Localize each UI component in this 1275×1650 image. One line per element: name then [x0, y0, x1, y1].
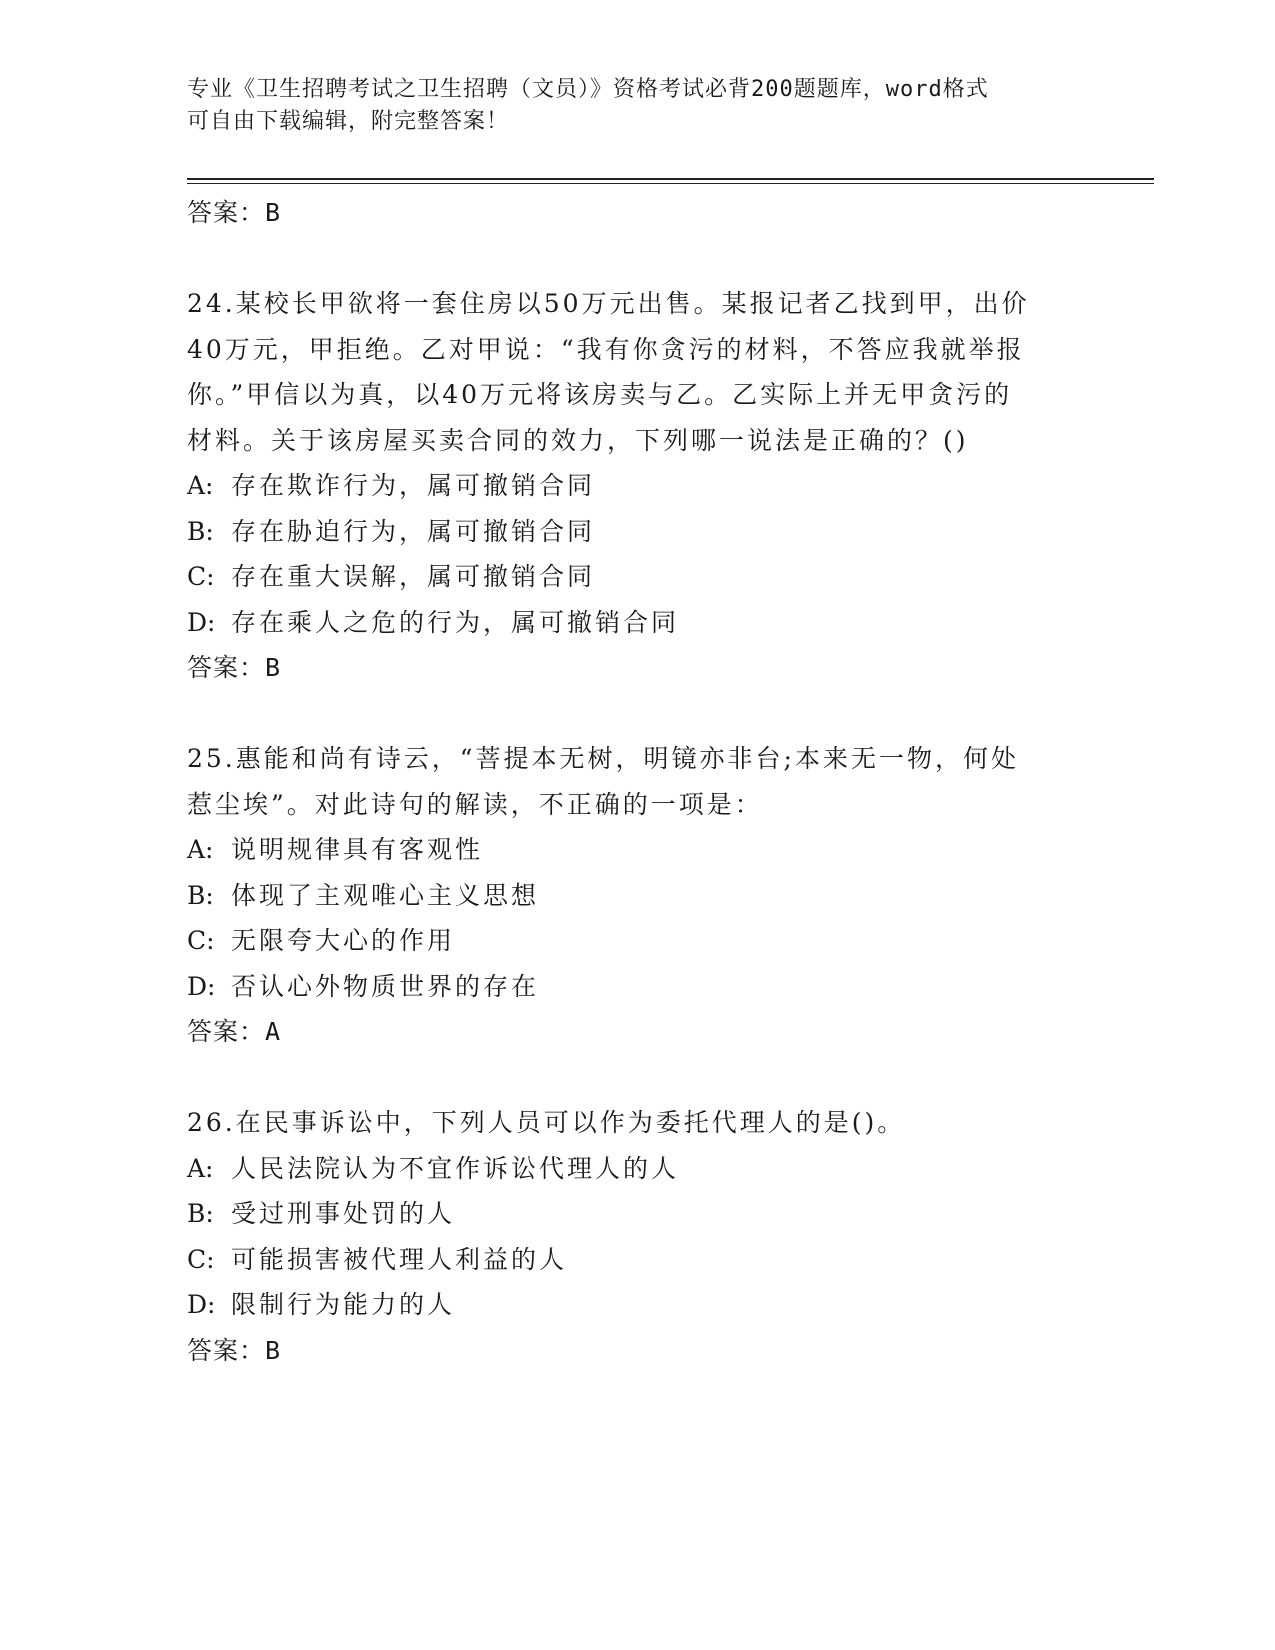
stem-line: 25.惠能和尚有诗云，“菩提本无树，明镜亦非台;本来无一物，何处: [187, 744, 1019, 773]
document-header: [187, 74, 1087, 138]
stem-line: 40万元，甲拒绝。乙对甲说：“我有你贪污的材料，不答应我就举报: [187, 334, 1025, 364]
option-letter: C:: [187, 1244, 215, 1274]
option-c: [187, 918, 1087, 964]
option-b: [187, 509, 1087, 555]
option-letter: D:: [187, 607, 216, 637]
header-line-2: 可自由下载编辑，附完整答案！: [187, 109, 510, 134]
header-rule-thick: [187, 178, 1154, 180]
option-letter: A:: [187, 1153, 214, 1183]
header-rule-thin: [187, 183, 1154, 184]
option-letter: A:: [187, 471, 214, 500]
option-d: [187, 964, 1087, 1010]
option-b: [187, 873, 1087, 919]
answer-line: 答案：B: [187, 1335, 282, 1365]
option-letter: D:: [187, 971, 216, 1001]
stem-line: 26.在民事诉讼中，下列人员可以作为委托代理人的是()。: [187, 1108, 906, 1137]
stem-line: 你。”甲信以为真，以40万元将该房卖与乙。乙实际上并无甲贪污的: [187, 380, 1013, 409]
option-text: 存在重大误解，属可撤销合同: [231, 562, 596, 591]
question-list: [187, 190, 1087, 1374]
question-26: [187, 1100, 1087, 1374]
stem-line: 24.某校长甲欲将一套住房以50万元出售。某报记者乙找到甲，出价: [187, 289, 1030, 318]
option-d: [187, 1282, 1087, 1328]
option-b: [187, 1191, 1087, 1237]
answer-line: 答案：B: [187, 653, 282, 682]
option-text: 存在欺诈行为，属可撤销合同: [231, 471, 596, 500]
option-letter: B:: [187, 880, 214, 910]
question-24: [187, 281, 1087, 691]
option-d: [187, 600, 1087, 646]
option-text: 存在乘人之危的行为，属可撤销合同: [231, 607, 680, 637]
option-letter: A:: [187, 835, 214, 864]
option-text: 体现了主观唯心主义思想: [231, 880, 540, 910]
option-letter: B:: [187, 516, 214, 546]
option-text: 受过刑事处罚的人: [231, 1199, 456, 1228]
option-text: 否认心外物质世界的存在: [231, 971, 540, 1001]
option-text: 可能损害被代理人利益的人: [231, 1244, 568, 1274]
question-25: [187, 736, 1087, 1055]
answer-line: 答案：B: [187, 198, 282, 227]
question-stem: [187, 281, 1087, 463]
option-a: [187, 1146, 1087, 1192]
option-letter: C:: [187, 562, 215, 591]
option-text: 人民法院认为不宜作诉讼代理人的人: [231, 1153, 680, 1183]
option-text: 无限夸大心的作用: [231, 926, 456, 955]
option-text: 存在胁迫行为，属可撤销合同: [231, 516, 596, 546]
option-text: 限制行为能力的人: [231, 1290, 456, 1319]
option-text: 说明规律具有客观性: [231, 835, 484, 864]
header-line-1: 专业《卫生招聘考试之卫生招聘（文员）》资格考试必背200题题库，word格式: [187, 77, 989, 102]
option-c: [187, 554, 1087, 600]
option-letter: D:: [187, 1290, 216, 1319]
question-stem: [187, 1100, 1087, 1146]
stem-line: 材料。关于该房屋买卖合同的效力，下列哪一说法是正确的？(): [187, 425, 969, 455]
option-letter: B:: [187, 1199, 214, 1228]
option-letter: C:: [187, 926, 215, 955]
option-a: [187, 463, 1087, 509]
question-stem: [187, 736, 1087, 827]
stem-line: 惹尘埃”。对此诗句的解读，不正确的一项是：: [187, 789, 763, 819]
option-c: [187, 1237, 1087, 1283]
answer-line: 答案：A: [187, 1017, 282, 1046]
option-a: [187, 827, 1087, 873]
